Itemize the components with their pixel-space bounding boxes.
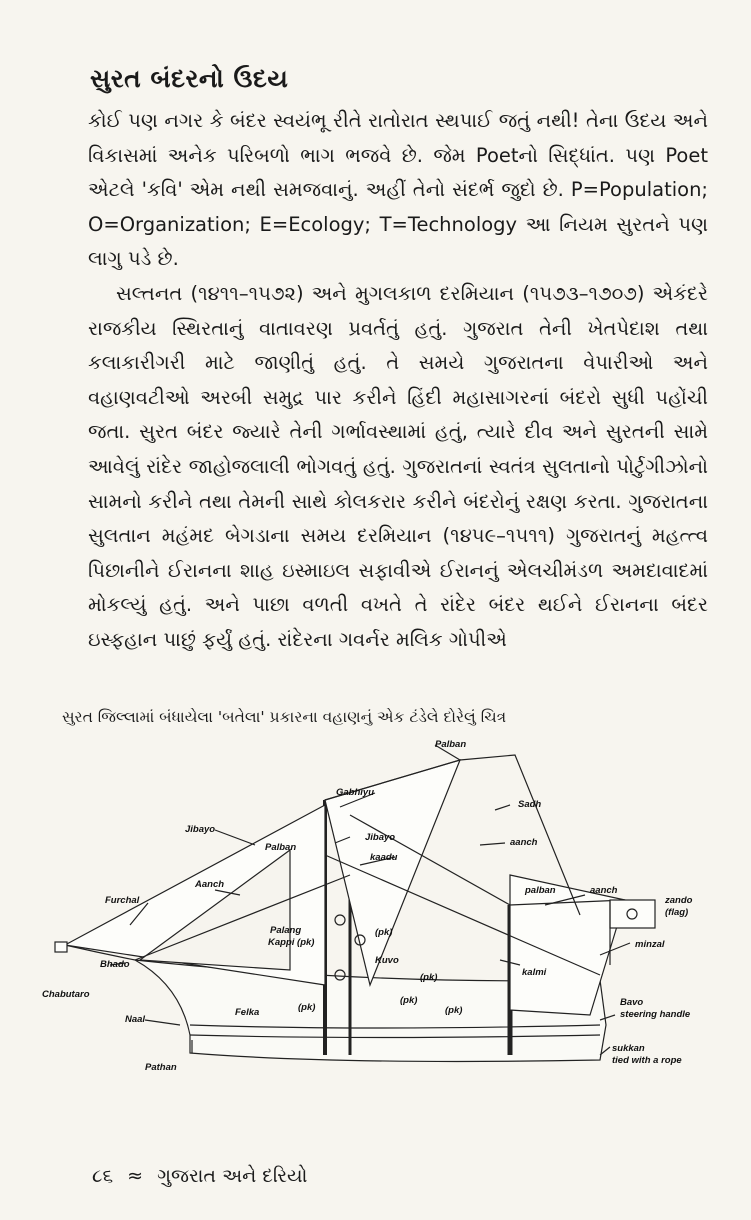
paragraph-2: સલ્તનત (૧૪૧૧–૧૫૭૨) અને મુગલકાળ દરમિયાન (૧૫૭૩–૧૭૦૭) એકંદરે રાજકીય સ્થિરતાનું વાતાવરણ પ્રવર્તતું હતું. ગુજરાત તેની ખેતપેદાશ તથા કલાકારીગરી માટે જાણીતું હતું. તે સમયે ગુજરાતના વેપારીઓ અને વહાણવટીઓ અરબી સમુદ્ર પાર કરીને હિંદી મહાસાગરનાં બંદરો સુધી પહોંચી જતા. સુરત બંદર જ્યારે તેની ગર્ભાવસ્થામાં હતું, ત્યારે દીવ અને સુરતની સામે આવેલું રાંદેર જાહોજલાલી ભોગવતું હતું. ગુજરાતનાં સ્વતંત્ર સુલતાનો પોર્ટુગીઝોનો સામનો કરીને તથા તેમની સાથે કોલકરાર કરીને બંદરોનું રક્ષણ કરતા. ગુજરાતના સુલતાન મહંમદ બેગડાના સમય દરમિયાન (૧૪૫૯–૧૫૧૧) ગુજરાતનું મહત્ત્વ પિછાનીને ઈરાનના શાહ ઇસ્માઇલ સફાવીએ ઈરાનનું એલચીમંડળ અમદાવાદમાં મોકલ્યું હતું. અને પાછા વળતી વખતે તે રાંદેર બંદર થઈને ઈરાનના બંદર ઇસ્ફહાન પાછું ફર્યું હતું. રાંદેરના ગવર્નર મલિક ગોપીએ [88,281,708,651]
label-pk-4: (pk) [445,1005,463,1016]
footer-separator: ≈ [127,1165,144,1187]
label-kuvo: Kuvo [375,955,399,966]
label-chabutaro: Chabutaro [42,989,90,1000]
page-number: ૮૬ [92,1165,114,1187]
label-pk-2: (pk) [298,1002,316,1013]
figure-caption: સુરત જિલ્લામાં બંધાયેલા 'બતેલા' પ્રકારના વહાણનું એક ટંડેલે દોરેલું ચિત્ર [62,708,507,726]
paragraph-1: કોઈ પણ નગર કે બંદર સ્વયંભૂ રીતે રાતોરાત સ્થપાઈ જતું નથી! તેના ઉદય અને વિકાસમાં અનેક પરિબળો ભાગ ભજવે છે. જેમ Poetનો સિદ્ધાંત. પણ Poet એટલે 'કવિ' એમ નથી સમજવાનું. અહીં તેનો સંદર્ભ જુદો છે. P=Population; O=Organization; E=Ecology; T=Technology આ નિયમ સુરતને પણ લાગુ પડે છે. [88,109,708,271]
label-pk-5: (pk) [420,972,438,983]
label-aanch-top: aanch [510,837,538,848]
label-naal: Naal [125,1014,146,1025]
label-felka: Felka [235,1007,260,1018]
label-pathan: Pathan [145,1062,177,1073]
label-flag: (flag) [665,907,689,918]
label-steering: steering handle [620,1009,691,1020]
label-kalmi: kalmi [522,967,547,978]
label-jibayo-left: Jibayo [185,824,216,835]
label-pk-1: (pk) [375,927,393,938]
label-gabhiyu: Gabhiyu [336,787,375,798]
label-palban-top: Palban [435,739,467,750]
label-sukkan: sukkan [612,1043,645,1054]
label-palang: Palang [270,925,302,936]
label-aanch-left: Aanch [195,879,225,890]
label-jibayo-mid: Jibayo [365,832,396,843]
label-kaadu: kaadu [370,852,398,863]
label-zando: zando [665,895,693,906]
label-bavo: Bavo [620,997,644,1008]
rear-sail [510,875,625,1015]
label-sadh: Sadh [518,799,542,810]
section-heading: સુરત બંદરનો ઉદય [90,64,289,93]
label-aanch-right: aanch [590,885,618,896]
label-kappi: Kappi (pk) [268,937,315,948]
label-furchal: Furchal [105,895,140,906]
label-palban-right: palban [525,885,556,896]
flag [610,900,655,928]
label-bhado: Bhado [100,959,130,970]
label-tied: tied with a rope [612,1055,682,1066]
ship-illustration [40,735,720,1135]
label-palban-mid: Palban [265,842,297,853]
page-footer [92,1165,307,1187]
label-pk-3: (pk) [400,995,418,1006]
book-title: ગુજરાત અને દરિયો [157,1165,308,1187]
ship-drawing [40,735,720,1135]
body-text [88,104,708,658]
label-minzal: minzal [635,939,665,950]
